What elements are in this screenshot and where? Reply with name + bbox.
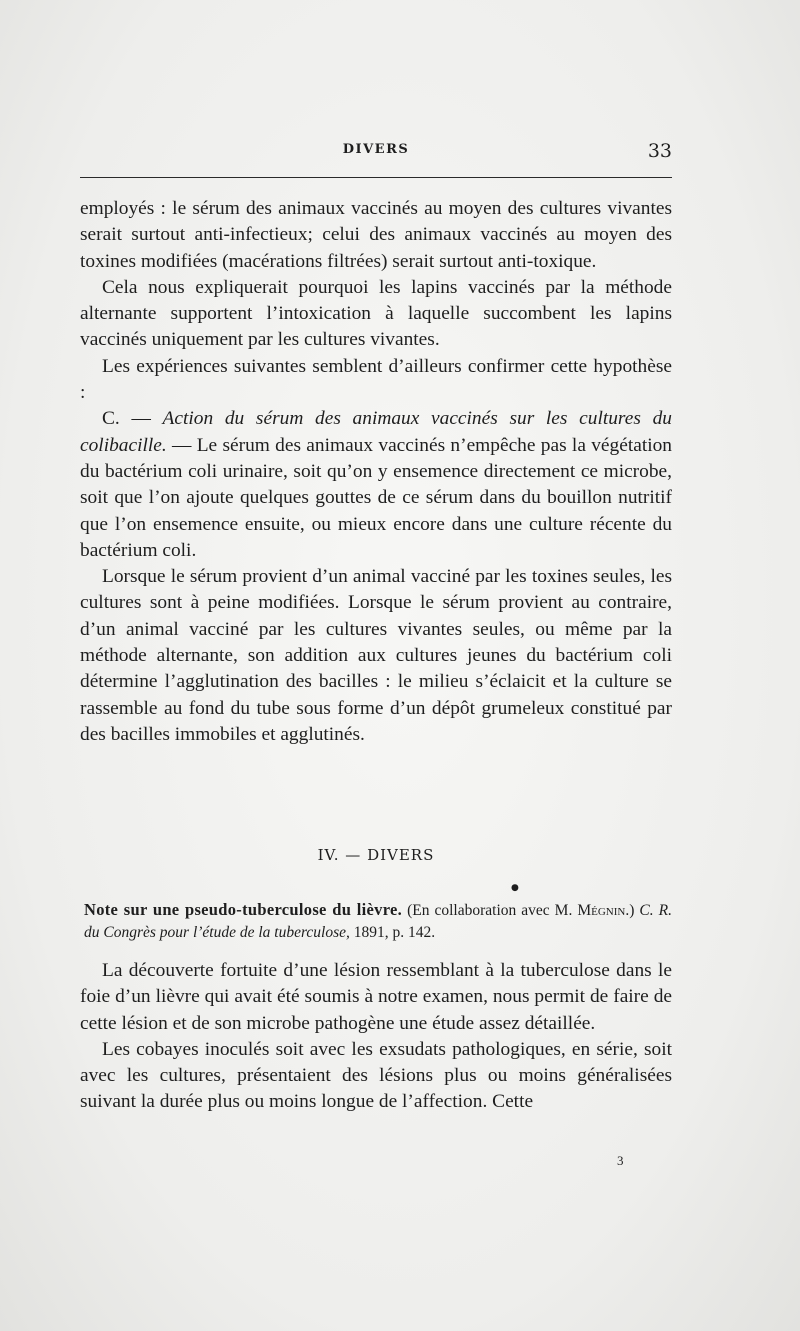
note-title: Note sur une pseudo-tuberculose du lièvre. — [84, 900, 403, 919]
note-collab-suffix: .) — [625, 902, 640, 919]
note-collab-name: Mégnin — [577, 902, 626, 919]
header-rule — [80, 177, 672, 178]
paragraph-section-c — [80, 406, 672, 564]
signature-mark: 3 — [617, 1153, 624, 1168]
note-collab-prefix: (En collaboration avec M. — [402, 902, 578, 919]
paragraph: employés : le sérum des animaux vaccinés au moyen des cultures vivantes serait surtout anti-infectieux; celui des animaux vaccinés au moyen des toxines modifiées (macérations filtrées) serait surtout anti-toxique. — [80, 198, 672, 272]
running-header — [80, 140, 672, 164]
section-c-text: — Le sérum des animaux vaccinés n’empêche pas la végétation du bactérium coli urinaire, soit qu’on y ensemence directement ce microbe, soit que l’on ajoute quelques gouttes de ce sérum dans du bouillon nutritif que l’on ensemence ensuite, ou mieux encore dans une culture récente du bactérium coli. — [80, 434, 672, 561]
note-source-tail: 1891, p. 142. — [349, 923, 436, 941]
page-number: 33 — [647, 140, 672, 162]
body-text-top — [80, 196, 672, 748]
paragraph: Cela nous expliquerait pourquoi les lapins vaccinés par la méthode alternante supportent l’intoxication à laquelle succombent les lapins vaccinés uniquement par les cultures vivantes. — [80, 276, 672, 351]
section-c-title: Action du sérum des animaux vaccinés sur les cultures du colibacille. — [80, 408, 672, 456]
running-title: DIVERS — [342, 142, 410, 157]
paragraph: Lorsque le sérum provient d’un animal vacciné par les toxines seules, les cultures sont à peine modifiées. Lorsque le sérum provient au contraire, d’un animal vacciné par les cultures vivantes seules, ou même par la méthode alternante, son addition aux cultures jeunes du bactérium coli détermine l’agglutination des bacilles : le milieu s’éclaicit et la culture se rassemble au fond du tube sous forme d’un dépôt grumeleux constitué par des bacilles immobiles et agglutinés. — [80, 566, 672, 745]
body-text-bottom — [80, 958, 672, 1116]
paragraph: La découverte fortuite d’une lésion ressemblant à la tuberculose dans le foie d’un lièvre qui avait été soumis à notre examen, nous permit de faire de cette lésion et de son microbe pathogène une étude assez détaillée. — [80, 960, 672, 1034]
section-heading: IV. — DIVERS — [317, 846, 435, 864]
section-c-prefix: C. — — [102, 408, 163, 430]
ink-dot: ● — [511, 883, 519, 893]
paragraph: Les expériences suivantes semblent d’ailleurs confirmer cette hypothèse : — [80, 355, 672, 404]
paragraph: Les cobayes inoculés soit avec les exsudats pathologiques, en série, soit avec les cultures, présentaient des lésions plus ou moins généralisées suivant la durée plus ou moins longue de l’affection. Cette — [80, 1038, 672, 1113]
bibliographic-note — [84, 899, 672, 943]
note-source: C. R. du Congrès pour l’étude de la tuberculose, — [84, 902, 672, 941]
